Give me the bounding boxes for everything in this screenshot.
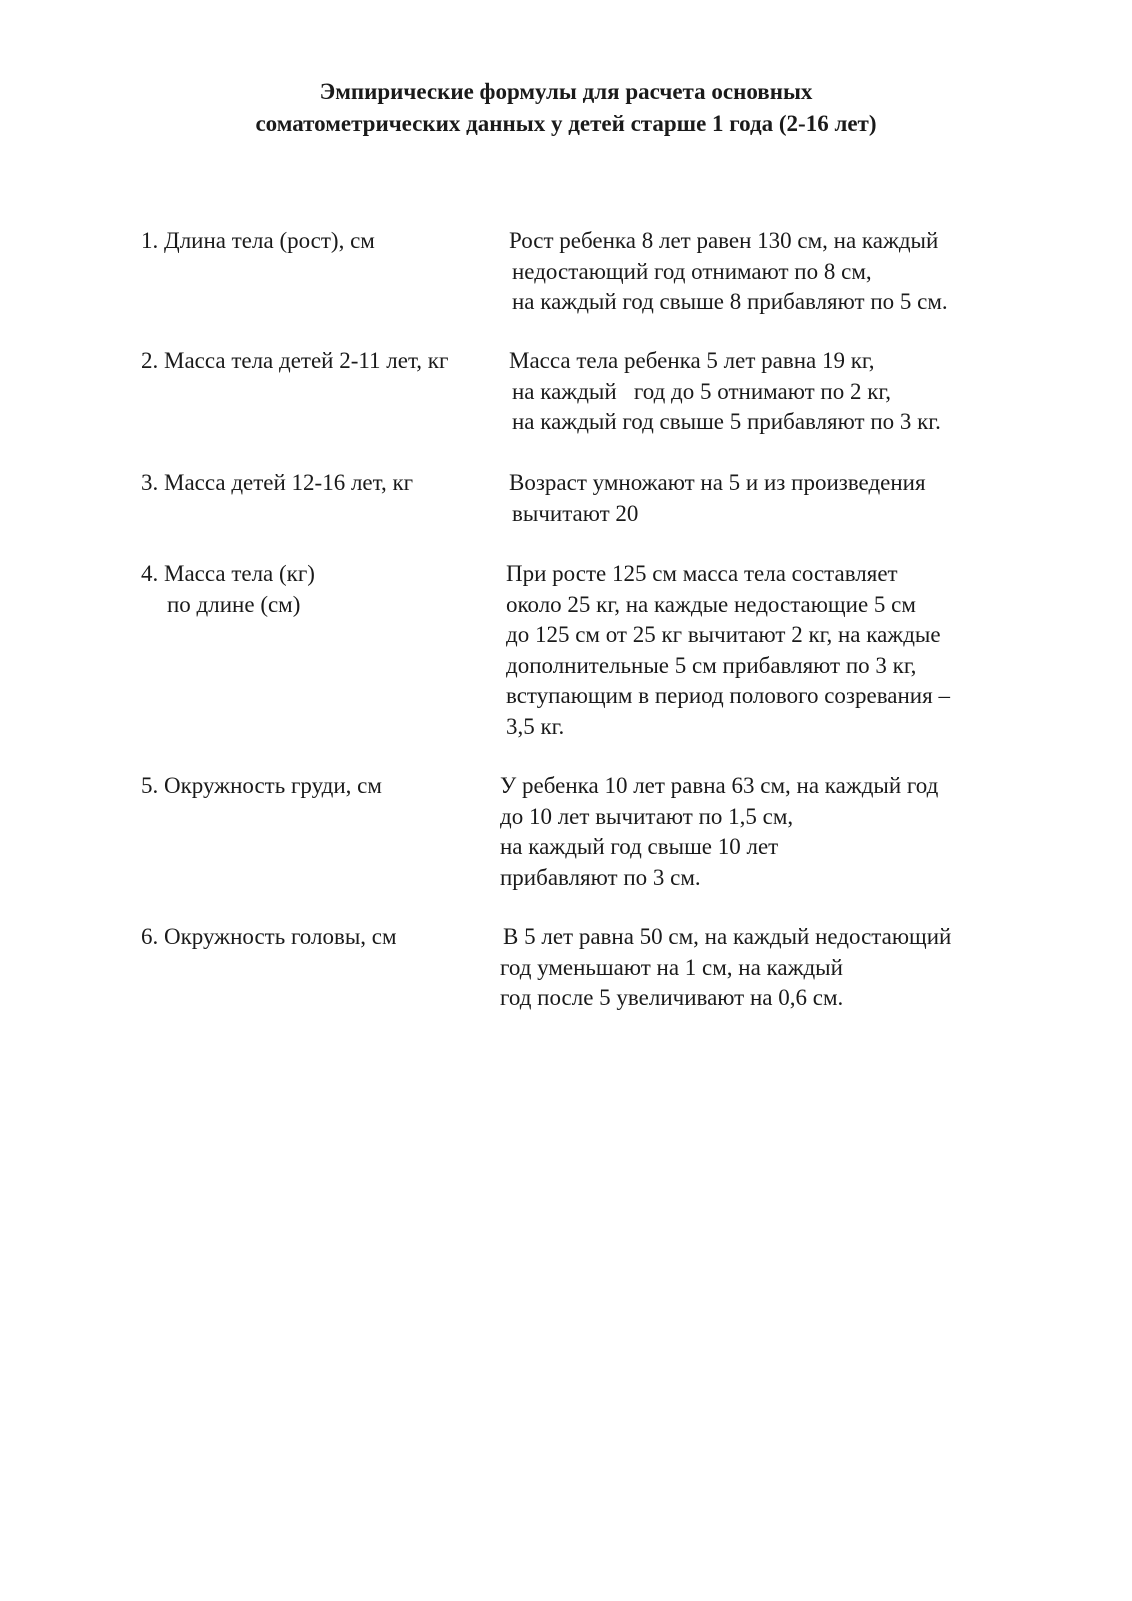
formula-label [141,922,397,953]
formula-label-line: 2. Масса тела детей 2-11 лет, кг [141,348,449,373]
formula-label [141,559,315,620]
formula-description [509,346,941,438]
formula-description-line: около 25 кг, на каждые недостающие 5 см [506,591,916,617]
formula-description-line: Возраст умножают на 5 и из произведения [509,470,926,495]
formula-description [506,559,950,742]
formula-description-line: При росте 125 см масса тела составляет [506,561,898,586]
formula-label-line: по длине (см) [167,591,301,617]
document-title-line-2: соматометрических данных у детей старше 1 года (2-16 лет) [255,111,877,136]
formula-description-line: на каждый год свыше 10 лет [500,834,779,859]
formula-description-line: В 5 лет равна 50 см, на каждый недостающий [503,924,952,949]
formula-label-line: 6. Окружность головы, см [141,924,397,949]
formula-description [509,226,948,318]
formula-description-line: вступающим в период полового созревания – [506,683,950,708]
formula-description [500,771,938,893]
formula-label [141,346,448,377]
formula-description-line: до 125 см от 25 кг вычитают 2 кг, на каждые [506,622,941,647]
formula-label-line: 5. Окружность груди, см [141,773,382,798]
formula-description [500,922,952,1014]
formula-description [509,468,926,529]
formula-description-line: на каждый год свыше 5 прибавляют по 3 кг. [512,409,941,434]
formula-description-line: Масса тела ребенка 5 лет равна 19 кг, [509,348,875,373]
formula-label [141,468,413,499]
formula-label-line: 4. Масса тела (кг) [141,561,315,586]
formula-description-line: прибавляют по 3 см. [500,864,701,890]
formula-description-line: на каждый год до 5 отнимают по 2 кг, [512,378,891,404]
formula-description-line: год после 5 увеличивают на 0,6 см. [500,985,844,1010]
formula-description-line: 3,5 кг. [506,713,565,739]
formula-description-line: Рост ребенка 8 лет равен 130 см, на каждый [509,228,939,253]
formula-description-line: вычитают 20 [512,500,639,526]
document-title-line-1: Эмпирические формулы для расчета основных [319,79,813,104]
formula-description-line: недостающий год отнимают по 8 см, [512,258,872,284]
formula-description-line: на каждый год свыше 8 прибавляют по 5 см. [512,289,948,314]
formula-description-line: год уменьшают на 1 см, на каждый [500,954,843,980]
formula-description-line: У ребенка 10 лет равна 63 см, на каждый год [500,773,939,798]
formula-description-line: до 10 лет вычитают по 1,5 см, [500,803,794,829]
formula-label-line: 1. Длина тела (рост), см [141,228,375,253]
formula-label-line: 3. Масса детей 12-16 лет, кг [141,470,414,495]
formula-label [141,771,382,802]
formula-description-line: дополнительные 5 см прибавляют по 3 кг, [506,652,917,678]
formula-label [141,226,375,257]
